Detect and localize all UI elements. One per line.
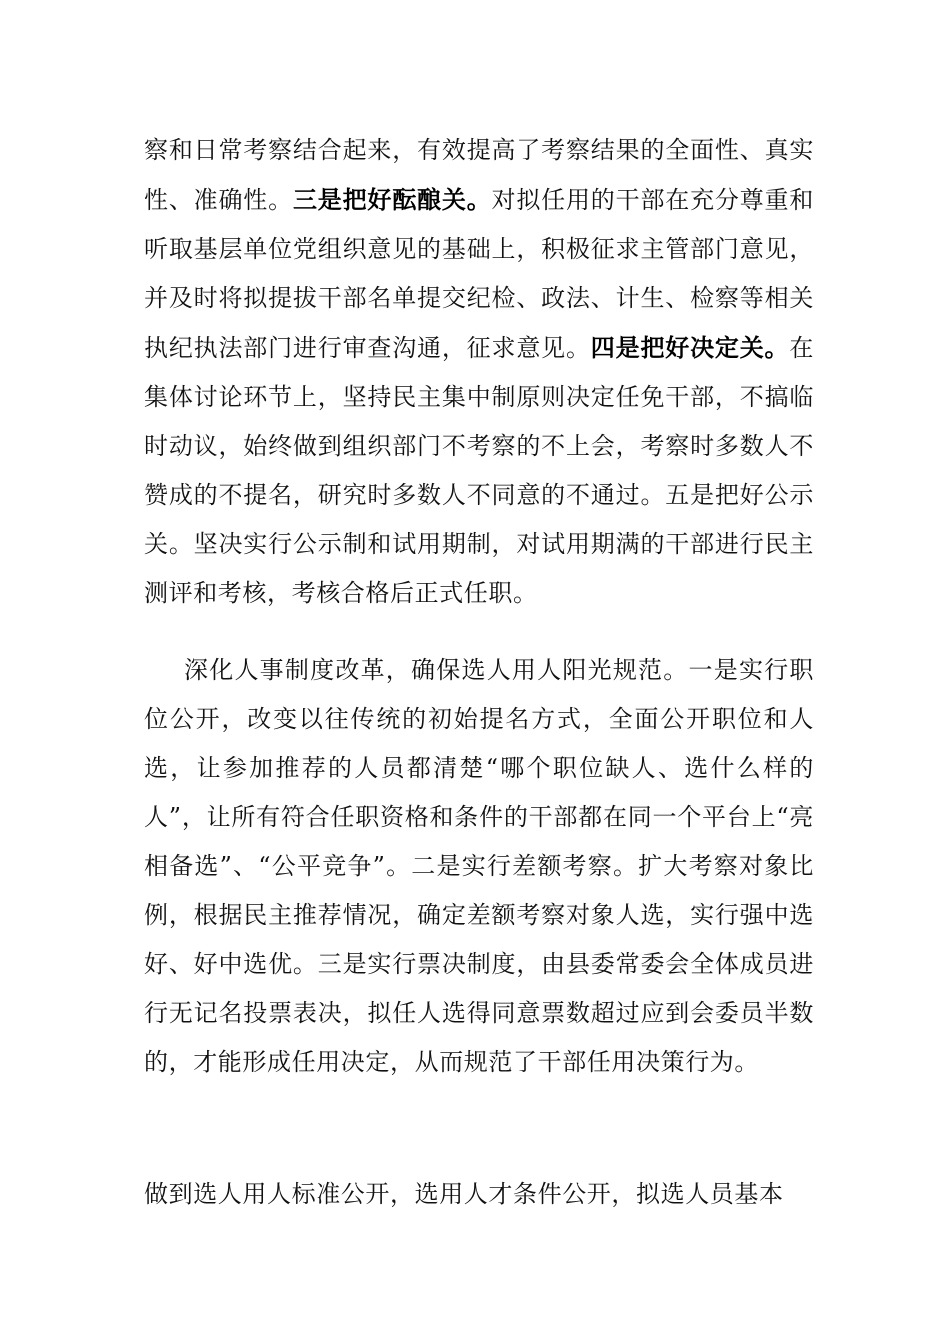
paragraph-1-text-c: 在集体讨论环节上，坚持民主集中制原则决定任免干部，不搞临时动议，始终做到组织部门不考察的不上会，考察时多数人不赞成的不提名，研究时多数人不同意的不通过。五是把好公示关。坚决实行公示制和试用期制，对试用期满的干部进行民主测评和考核，考核合格后正式任职。 (144, 334, 814, 607)
heading-bold-fourth: 四是把好决定关。 (590, 333, 790, 362)
heading-bold-third: 三是把好酝酿关。 (292, 185, 492, 214)
paragraph-1 (144, 126, 814, 618)
paragraph-1-text-a: 察和日常考察结合起来，有效提高了考察结果的全面性、真实性、准确性。 (144, 136, 814, 214)
paragraph-1-text-b: 对拟任用的干部在充分尊重和听取基层单位党组织意见的基础上，积极征求主管部门意见，并及时将拟提拔干部名单提交纪检、政法、计生、检察等相关执纪执法部门进行审查沟通，征求意见。 (144, 186, 814, 362)
paragraph-2: 深化人事制度改革，确保选人用人阳光规范。一是实行职位公开，改变以往传统的初始提名方式，全面公开职位和人选，让参加推荐的人员都清楚“哪个职位缺人、选什么样的人”，让所有符合任职资格和条件的干部都在同一个平台上“亮相备选”、“公平竞争”。二是实行差额考察。扩大考察对象比例，根据民主推荐情况，确定差额考察对象人选，实行强中选好、好中选优。三是实行票决制度，由县委常委会全体成员进行无记名投票表决，拟任人选得同意票数超过应到会委员半数的，才能形成任用决定，从而规范了干部任用决策行为。 (144, 656, 814, 1076)
paragraph-3: 做到选人用人标准公开，选用人才条件公开，拟选人员基本 (144, 1180, 784, 1208)
